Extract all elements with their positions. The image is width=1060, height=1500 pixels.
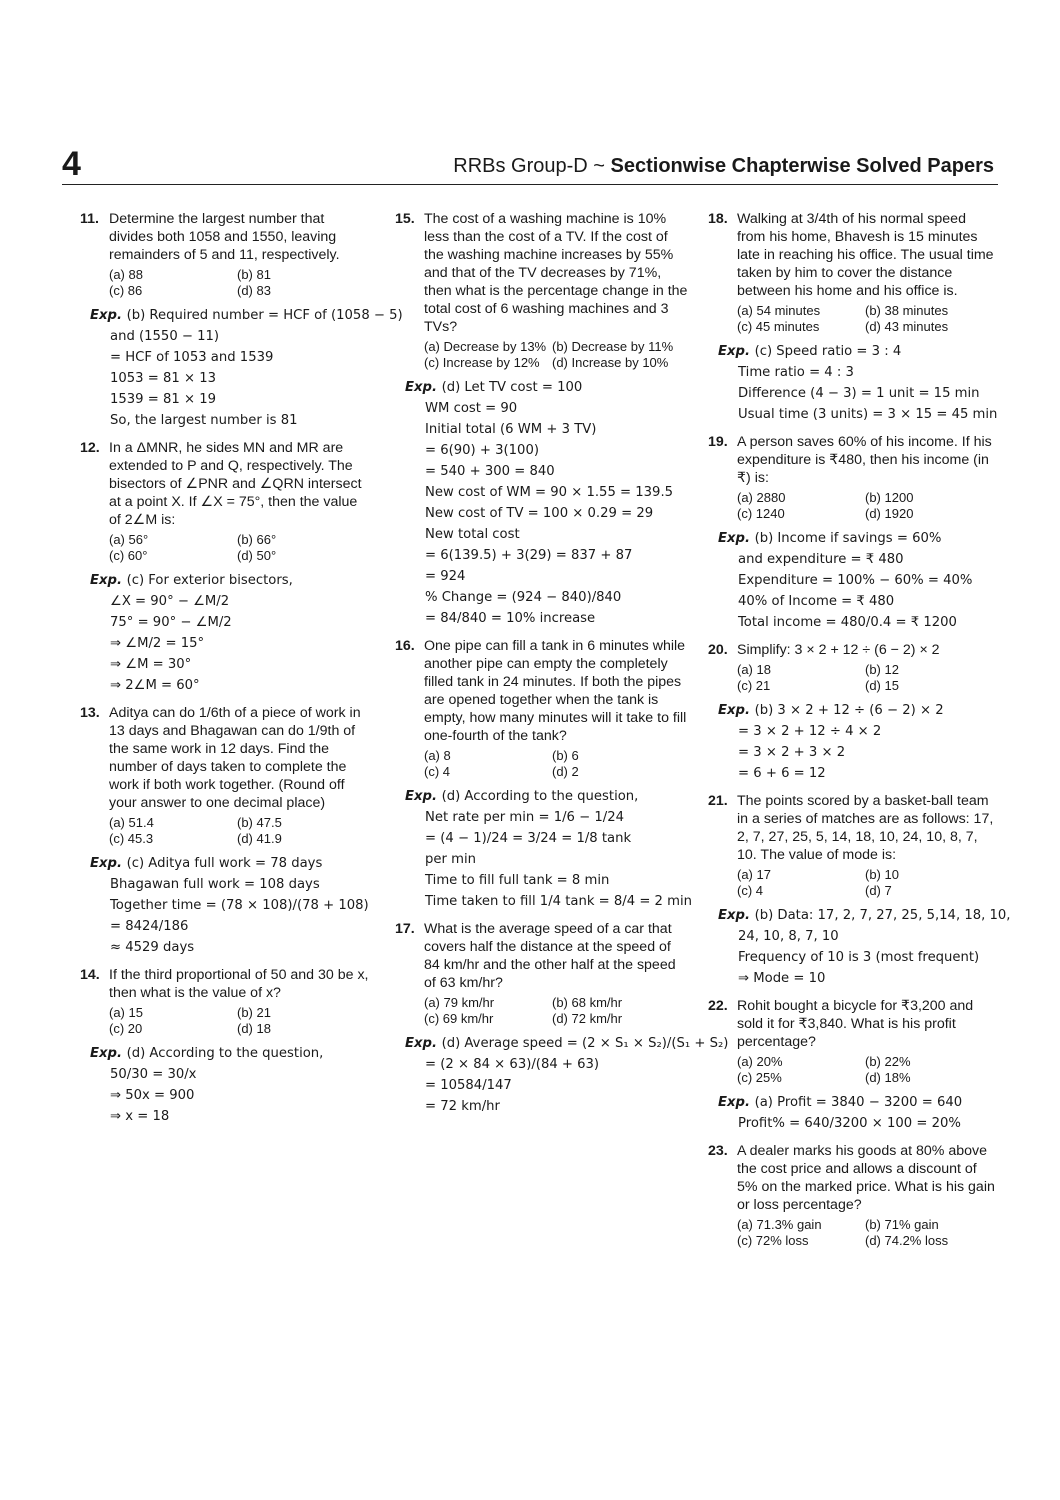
explanation-text: ⇒ 50x = 900 bbox=[110, 1088, 195, 1103]
option: (a) 18 bbox=[737, 662, 771, 677]
option: (b) 71% gain bbox=[865, 1217, 939, 1232]
explanation-line bbox=[405, 608, 690, 629]
explanation-line bbox=[90, 570, 370, 591]
explanation-line bbox=[90, 654, 370, 675]
explanation-text: Frequency of 10 is 3 (most frequent) bbox=[738, 950, 980, 965]
question-text: Simplify: 3 × 2 + 12 ÷ (6 − 2) × 2 bbox=[737, 642, 940, 658]
exp-label: Exp. bbox=[718, 908, 755, 923]
explanation-line bbox=[90, 326, 370, 347]
explanation-line bbox=[90, 895, 370, 916]
explanation-text: ⇒ x = 18 bbox=[110, 1109, 170, 1124]
explanation-line bbox=[405, 1096, 690, 1117]
explanation-line bbox=[405, 524, 690, 545]
exp-label: Exp. bbox=[90, 308, 127, 323]
explanation-line bbox=[405, 1033, 729, 1054]
explanation-line bbox=[90, 1043, 370, 1064]
explanation-text: = 3 × 2 + 12 ÷ 4 × 2 bbox=[738, 724, 882, 739]
option: (a) 2880 bbox=[737, 490, 786, 505]
option: (c) Increase by 12% bbox=[424, 355, 540, 370]
option: (a) 79 km/hr bbox=[424, 995, 495, 1010]
exp-label: Exp. bbox=[405, 789, 442, 804]
question-number: 11. bbox=[80, 211, 99, 227]
explanation-text: WM cost = 90 bbox=[425, 401, 518, 416]
option: (d) 41.9 bbox=[237, 831, 282, 846]
options bbox=[109, 532, 370, 564]
explanation-text: (c) Aditya full work = 78 days bbox=[126, 856, 323, 871]
explanation-line bbox=[718, 763, 998, 784]
options bbox=[424, 748, 690, 780]
question-number: 21. bbox=[708, 793, 728, 809]
option: (c) 69 km/hr bbox=[424, 1011, 494, 1026]
question bbox=[708, 210, 998, 335]
explanation bbox=[80, 1043, 370, 1127]
explanation-text: (a) Profit = 3840 − 3200 = 640 bbox=[754, 1095, 963, 1110]
question bbox=[395, 920, 690, 1027]
option: (b) 66° bbox=[237, 532, 277, 547]
option: (d) 1920 bbox=[865, 506, 914, 521]
option: (c) 60° bbox=[109, 548, 148, 563]
explanation-text: Initial total (6 WM + 3 TV) bbox=[425, 422, 597, 437]
option: (b) 81 bbox=[237, 267, 271, 282]
explanation-text: and (1550 − 11) bbox=[110, 329, 220, 344]
question-text: Walking at 3/4th of his normal speed from his home, Bhavesh is 15 minutes late in reaching his office. The usual time taken by him to cover the distance between his home and his office is. bbox=[737, 211, 994, 299]
question bbox=[708, 1142, 998, 1249]
explanation-text: Usual time (3 units) = 3 × 15 = 45 min bbox=[738, 407, 998, 422]
question bbox=[708, 997, 998, 1086]
question-number: 20. bbox=[708, 642, 728, 658]
question bbox=[395, 210, 690, 371]
exp-label: Exp. bbox=[90, 856, 127, 871]
question-number: 23. bbox=[708, 1143, 728, 1159]
question bbox=[80, 210, 370, 299]
option: (a) 54 minutes bbox=[737, 303, 821, 318]
question-number: 22. bbox=[708, 998, 728, 1014]
options bbox=[737, 1054, 998, 1086]
page-number: 4 bbox=[62, 145, 80, 183]
explanation-line bbox=[405, 849, 690, 870]
option: (a) Decrease by 13% bbox=[424, 339, 547, 354]
explanation-text: (d) Let TV cost = 100 bbox=[441, 380, 583, 395]
explanation-text: 1539 = 81 × 19 bbox=[110, 392, 216, 407]
explanation-text: = 72 km/hr bbox=[425, 1099, 500, 1114]
option: (b) Decrease by 11% bbox=[552, 339, 674, 354]
explanation bbox=[708, 700, 998, 784]
explanation-text: = 6(90) + 3(100) bbox=[425, 443, 539, 458]
exp-label: Exp. bbox=[718, 1095, 755, 1110]
explanation-text: (d) Average speed = (2 × S₁ × S₂)/(S₁ + S₂) bbox=[441, 1036, 729, 1051]
option: (c) 4 bbox=[424, 764, 450, 779]
column-3 bbox=[708, 210, 1011, 1255]
explanation-text: = 10584/147 bbox=[425, 1078, 512, 1093]
explanation-text: (d) According to the question, bbox=[126, 1046, 324, 1061]
explanation-line bbox=[718, 549, 998, 570]
explanation bbox=[395, 1033, 729, 1117]
explanation-line bbox=[718, 1092, 998, 1113]
option: (c) 45 minutes bbox=[737, 319, 820, 334]
explanation-line bbox=[718, 383, 998, 404]
explanation-text: New cost of WM = 90 × 1.55 = 139.5 bbox=[425, 485, 674, 500]
explanation-text: = 6(139.5) + 3(29) = 837 + 87 bbox=[425, 548, 633, 563]
question-number: 15. bbox=[395, 211, 415, 227]
option: (b) 12 bbox=[865, 662, 899, 677]
explanation-text: per min bbox=[425, 852, 476, 867]
question-text: What is the average speed of a car that covers half the distance at the speed of 84 km/hr and the other half at the speed of 63 km/hr? bbox=[424, 921, 676, 991]
explanation-text: Difference (4 − 3) = 1 unit = 15 min bbox=[738, 386, 980, 401]
option: (b) 38 minutes bbox=[865, 303, 949, 318]
explanation-line bbox=[405, 440, 690, 461]
explanation-text: Total income = 480/0.4 = ₹ 1200 bbox=[738, 615, 957, 630]
question-number: 14. bbox=[80, 967, 100, 983]
option: (d) 18% bbox=[865, 1070, 911, 1085]
explanation-text: ≈ 4529 days bbox=[110, 940, 195, 955]
option: (c) 25% bbox=[737, 1070, 782, 1085]
question-text: One pipe can fill a tank in 6 minutes while another pipe can empty the completely filled tank in 24 minutes. If both the pipes are opened together when the tank is empty, how many minutes will it take to fill one-fourth of the tank? bbox=[424, 638, 687, 744]
question-text: A person saves 60% of his income. If his expenditure is ₹480, then his income (in ₹) is: bbox=[737, 434, 992, 486]
option: (a) 8 bbox=[424, 748, 451, 763]
option: (c) 4 bbox=[737, 883, 763, 898]
explanation-line bbox=[90, 410, 370, 431]
series-name: RRBs Group-D ~ bbox=[453, 155, 611, 177]
explanation-text: (b) Required number = HCF of (1058 − 5) bbox=[126, 308, 403, 323]
explanation-line bbox=[90, 347, 370, 368]
explanation-line bbox=[405, 503, 690, 524]
question-text: If the third proportional of 50 and 30 be x, then what is the value of x? bbox=[109, 967, 369, 1001]
option: (d) 18 bbox=[237, 1021, 271, 1036]
explanation-line bbox=[90, 937, 370, 958]
question-text: The points scored by a basket-ball team in a series of matches are as follows: 17, 2, 7, 27, 25, 5, 14, 18, 10, 24, 10, 8, 7, 10. The value of mode is: bbox=[737, 793, 994, 863]
explanation-text: = 540 + 300 = 840 bbox=[425, 464, 555, 479]
explanation-line bbox=[405, 828, 690, 849]
explanation-text: Together time = (78 × 108)/(78 + 108) bbox=[110, 898, 369, 913]
explanation-text: = 84/840 = 10% increase bbox=[425, 611, 596, 626]
explanation-line bbox=[718, 721, 998, 742]
explanation-line bbox=[405, 377, 690, 398]
explanation-text: So, the largest number is 81 bbox=[110, 413, 298, 428]
option: (d) 74.2% loss bbox=[865, 1233, 949, 1248]
option: (c) 21 bbox=[737, 678, 771, 693]
option: (c) 20 bbox=[109, 1021, 143, 1036]
question-text: Aditya can do 1/6th of a piece of work in 13 days and Bhagawan can do 1/9th of the same work in 12 days. Find the number of days taken to complete the work if both work together. (Round off your answer to one decimal place) bbox=[109, 705, 361, 811]
question-number: 17. bbox=[395, 921, 415, 937]
explanation-text: Expenditure = 100% − 60% = 40% bbox=[738, 573, 973, 588]
question-text: The cost of a washing machine is 10% less than the cost of a TV. If the cost of the washing machine increases by 55% and that of the TV decreases by 71%, then what is the percentage change in the total cost of 6 washing machines and 3 TVs? bbox=[424, 211, 688, 335]
option: (d) 50° bbox=[237, 548, 277, 563]
explanation-line bbox=[90, 853, 370, 874]
column-1 bbox=[80, 210, 403, 1135]
header-rule bbox=[62, 184, 998, 185]
exp-label: Exp. bbox=[90, 1046, 127, 1061]
explanation-text: = 3 × 2 + 3 × 2 bbox=[738, 745, 846, 760]
explanation bbox=[80, 853, 370, 958]
explanation-line bbox=[718, 1113, 998, 1134]
options bbox=[109, 1005, 370, 1037]
explanation-line bbox=[405, 1054, 690, 1075]
option: (c) 86 bbox=[109, 283, 143, 298]
explanation-text: = 8424/186 bbox=[110, 919, 189, 934]
explanation-text: Bhagawan full work = 108 days bbox=[110, 877, 320, 892]
option: (b) 6 bbox=[552, 748, 579, 763]
explanation-line bbox=[405, 1075, 690, 1096]
explanation-line bbox=[405, 545, 690, 566]
explanation-line bbox=[405, 461, 690, 482]
explanation-text: (d) According to the question, bbox=[441, 789, 639, 804]
explanation bbox=[708, 528, 998, 633]
explanation-line bbox=[718, 362, 998, 383]
explanation-text: 24, 10, 8, 7, 10 bbox=[738, 929, 839, 944]
explanation-line bbox=[718, 570, 998, 591]
question-text: In a ΔMNR, he sides MN and MR are extended to P and Q, respectively. The bisectors of ∠PNR and ∠QRN intersect at a point X. If ∠X = 75°, then the value of 2∠M is: bbox=[109, 440, 362, 528]
explanation-line bbox=[405, 482, 690, 503]
explanation-line bbox=[405, 587, 690, 608]
explanation-line bbox=[718, 528, 998, 549]
explanation-line bbox=[718, 905, 1011, 926]
explanation-line bbox=[90, 1085, 370, 1106]
explanation-text: (b) Income if savings = 60% bbox=[754, 531, 942, 546]
explanation-line bbox=[405, 566, 690, 587]
explanation-line bbox=[405, 786, 690, 807]
explanation-line bbox=[90, 874, 370, 895]
explanation-text: = (4 − 1)/24 = 3/24 = 1/8 tank bbox=[425, 831, 632, 846]
explanation-text: and expenditure = ₹ 480 bbox=[738, 552, 904, 567]
question-number: 16. bbox=[395, 638, 415, 654]
option: (b) 22% bbox=[865, 1054, 911, 1069]
explanation-text: New total cost bbox=[425, 527, 520, 542]
question-number: 12. bbox=[80, 440, 100, 456]
explanation-text: = (2 × 84 × 63)/(84 + 63) bbox=[425, 1057, 600, 1072]
explanation-line bbox=[90, 633, 370, 654]
exp-label: Exp. bbox=[718, 344, 755, 359]
explanation-text: (c) For exterior bisectors, bbox=[126, 573, 293, 588]
option: (a) 88 bbox=[109, 267, 143, 282]
options bbox=[737, 1217, 998, 1249]
explanation-text: 50/30 = 30/x bbox=[110, 1067, 197, 1082]
running-header bbox=[453, 155, 994, 178]
explanation bbox=[395, 786, 693, 912]
book-title: Sectionwise Chapterwise Solved Papers bbox=[610, 155, 994, 177]
explanation-text: = 6 + 6 = 12 bbox=[738, 766, 826, 781]
explanation-text: 75° = 90° − ∠M/2 bbox=[110, 615, 232, 630]
option: (d) 72 km/hr bbox=[552, 1011, 623, 1026]
options bbox=[424, 339, 690, 371]
explanation-text: (c) Speed ratio = 3 : 4 bbox=[754, 344, 902, 359]
option: (c) 72% loss bbox=[737, 1233, 809, 1248]
question-text: Determine the largest number that divides both 1058 and 1550, leaving remainders of 5 and 11, respectively. bbox=[109, 211, 340, 263]
explanation bbox=[708, 341, 998, 425]
question-text: A dealer marks his goods at 80% above the cost price and allows a discount of 5% on the marked price. What is his gain or loss percentage? bbox=[737, 1143, 995, 1213]
explanation-line bbox=[90, 1064, 370, 1085]
explanation-line bbox=[90, 675, 370, 696]
option: (d) 43 minutes bbox=[865, 319, 949, 334]
option: (d) 83 bbox=[237, 283, 271, 298]
explanation-text: 1053 = 81 × 13 bbox=[110, 371, 216, 386]
explanation-text: = HCF of 1053 and 1539 bbox=[110, 350, 274, 365]
option: (b) 21 bbox=[237, 1005, 271, 1020]
question-number: 13. bbox=[80, 705, 100, 721]
explanation bbox=[395, 377, 690, 629]
option: (d) Increase by 10% bbox=[552, 355, 669, 370]
options bbox=[737, 303, 998, 335]
option: (a) 17 bbox=[737, 867, 771, 882]
question bbox=[80, 966, 370, 1037]
explanation-text: % Change = (924 − 840)/840 bbox=[425, 590, 622, 605]
question bbox=[708, 433, 998, 522]
explanation-text: (b) Data: 17, 2, 7, 27, 25, 5,14, 18, 10, bbox=[754, 908, 1011, 923]
explanation-line bbox=[718, 947, 998, 968]
explanation-line bbox=[718, 926, 998, 947]
explanation bbox=[708, 1092, 998, 1134]
explanation-text: Time taken to fill 1/4 tank = 8/4 = 2 min bbox=[425, 894, 693, 909]
explanation-line bbox=[718, 404, 998, 425]
explanation-text: New cost of TV = 100 × 0.29 = 29 bbox=[425, 506, 654, 521]
explanation-text: ∠X = 90° − ∠M/2 bbox=[110, 594, 230, 609]
explanation-line bbox=[90, 591, 370, 612]
question bbox=[708, 641, 998, 694]
explanation-line bbox=[405, 398, 690, 419]
option: (a) 71.3% gain bbox=[737, 1217, 822, 1232]
option: (b) 47.5 bbox=[237, 815, 282, 830]
explanation-text: ⇒ 2∠M = 60° bbox=[110, 678, 200, 693]
option: (c) 1240 bbox=[737, 506, 785, 521]
explanation bbox=[80, 305, 403, 431]
explanation-text: ⇒ ∠M/2 = 15° bbox=[110, 636, 205, 651]
option: (a) 20% bbox=[737, 1054, 783, 1069]
explanation-line bbox=[90, 916, 370, 937]
options bbox=[109, 815, 370, 847]
exp-label: Exp. bbox=[90, 573, 127, 588]
explanation-line bbox=[718, 742, 998, 763]
option: (b) 10 bbox=[865, 867, 899, 882]
explanation-text: ⇒ Mode = 10 bbox=[738, 971, 826, 986]
options bbox=[424, 995, 690, 1027]
option: (d) 7 bbox=[865, 883, 892, 898]
option: (d) 2 bbox=[552, 764, 579, 779]
explanation-text: 40% of Income = ₹ 480 bbox=[738, 594, 895, 609]
exp-label: Exp. bbox=[405, 380, 442, 395]
explanation-line bbox=[718, 341, 998, 362]
explanation-text: Profit% = 640/3200 × 100 = 20% bbox=[738, 1116, 961, 1131]
option: (d) 15 bbox=[865, 678, 899, 693]
question bbox=[395, 637, 690, 780]
exp-label: Exp. bbox=[405, 1036, 442, 1051]
explanation-line bbox=[718, 700, 998, 721]
question-number: 19. bbox=[708, 434, 728, 450]
question-text: Rohit bought a bicycle for ₹3,200 and sold it for ₹3,840. What is his profit percentage? bbox=[737, 998, 974, 1050]
explanation-line bbox=[718, 612, 998, 633]
explanation-text: Time ratio = 4 : 3 bbox=[738, 365, 854, 380]
explanation-line bbox=[90, 368, 370, 389]
explanation-line bbox=[405, 891, 693, 912]
option: (c) 45.3 bbox=[109, 831, 154, 846]
question bbox=[708, 792, 998, 899]
options bbox=[109, 267, 370, 299]
exp-label: Exp. bbox=[718, 703, 755, 718]
exp-label: Exp. bbox=[718, 531, 755, 546]
option: (b) 1200 bbox=[865, 490, 914, 505]
explanation-text: ⇒ ∠M = 30° bbox=[110, 657, 192, 672]
explanation-line bbox=[90, 389, 370, 410]
question bbox=[80, 439, 370, 564]
explanation-text: Net rate per min = 1/6 − 1/24 bbox=[425, 810, 624, 825]
explanation bbox=[708, 905, 1011, 989]
explanation-line bbox=[405, 419, 690, 440]
explanation-line bbox=[90, 1106, 370, 1127]
question-number: 18. bbox=[708, 211, 728, 227]
explanation-line bbox=[90, 612, 370, 633]
option: (a) 56° bbox=[109, 532, 149, 547]
question bbox=[80, 704, 370, 847]
explanation-text: Time to fill full tank = 8 min bbox=[425, 873, 610, 888]
options bbox=[737, 867, 998, 899]
options bbox=[737, 662, 998, 694]
option: (a) 51.4 bbox=[109, 815, 154, 830]
option: (a) 15 bbox=[109, 1005, 143, 1020]
explanation-line bbox=[90, 305, 403, 326]
explanation-text: (b) 3 × 2 + 12 ÷ (6 − 2) × 2 bbox=[754, 703, 944, 718]
explanation-line bbox=[718, 968, 998, 989]
explanation-line bbox=[405, 870, 690, 891]
option: (b) 68 km/hr bbox=[552, 995, 623, 1010]
explanation bbox=[80, 570, 370, 696]
explanation-text: = 924 bbox=[425, 569, 466, 584]
explanation-line bbox=[718, 591, 998, 612]
options bbox=[737, 490, 998, 522]
explanation-line bbox=[405, 807, 690, 828]
